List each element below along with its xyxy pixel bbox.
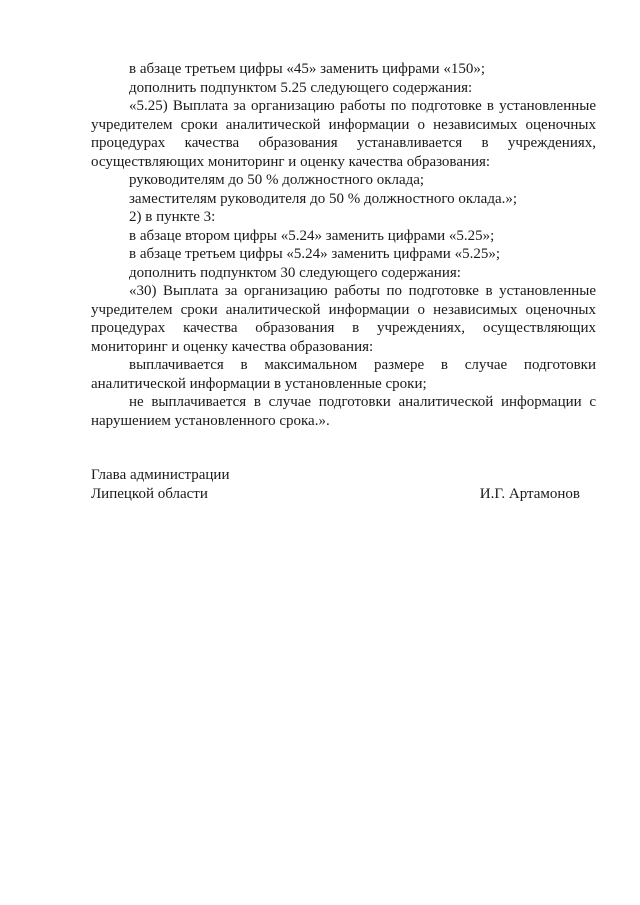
- signature-line-2: [91, 485, 596, 504]
- signatory-title-line-2: Липецкой области: [91, 485, 208, 502]
- paragraph-11: выплачивается в максимальном размере в случае подготовки аналитической информации в установленные сроки;: [91, 357, 596, 392]
- paragraph-3: «5.25) Выплата за организацию работы по подготовке в установленные учредителем сроки аналитической информации о независимых оценочных процедурах качества образования устанавливается в учреждениях, осуществляющих мониторинг и оценку качества образования:: [91, 98, 596, 170]
- paragraph-8: в абзаце третьем цифры «5.24» заменить цифрами «5.25»;: [129, 246, 500, 262]
- paragraph-12: не выплачивается в случае подготовки аналитической информации с нарушением установленного срока.».: [91, 394, 596, 429]
- paragraph-9: дополнить подпунктом 30 следующего содержания:: [129, 264, 461, 281]
- signature-block: [91, 466, 596, 503]
- paragraph-6: 2) в пункте 3:: [129, 209, 216, 225]
- signature-line-1: [91, 466, 596, 485]
- paragraph-7: в абзаце втором цифры «5.24» заменить цифрами «5.25»;: [129, 227, 495, 244]
- signatory-title-line-1: Глава администрации: [91, 467, 230, 483]
- paragraph-5: заместителям руководителя до 50 % должностного оклада.»;: [129, 190, 518, 207]
- signatory-name: И.Г. Артамонов: [479, 485, 580, 502]
- paragraph-10: «30) Выплата за организацию работы по подготовке в установленные учредителем сроки аналитической информации о независимых оценочных процедурах качества образования в учреждениях, осуществляющих мониторинг и оценку качества образования:: [91, 283, 596, 355]
- paragraph-2: дополнить подпунктом 5.25 следующего содержания:: [129, 79, 473, 96]
- paragraph-4: руководителям до 50 % должностного оклада;: [129, 172, 425, 188]
- document-body: [91, 60, 596, 430]
- paragraph-1: в абзаце третьем цифры «45» заменить цифрами «150»;: [129, 61, 485, 77]
